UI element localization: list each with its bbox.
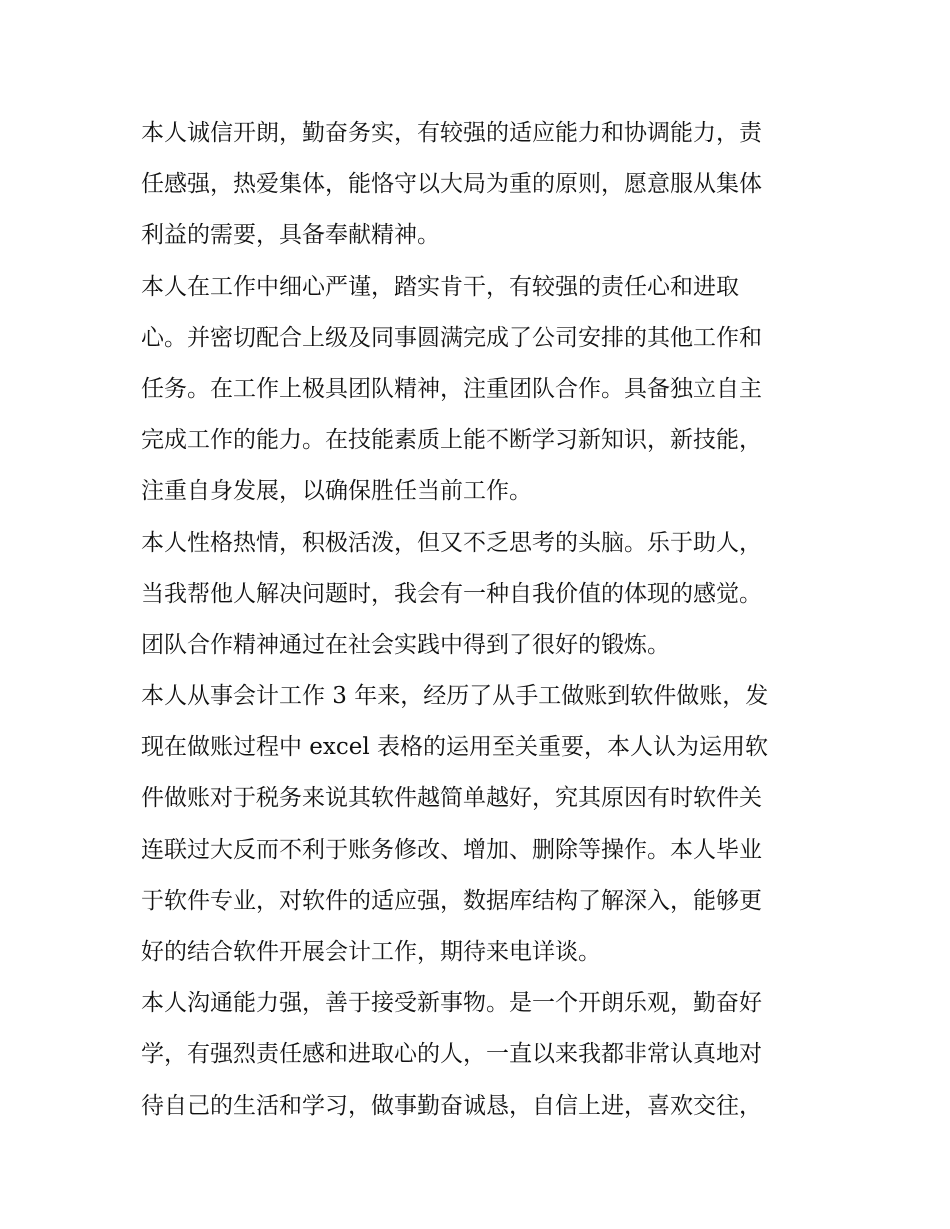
document-body [141, 108, 813, 1132]
text-line: 本人从事会计工作 3 年来，经历了从手工做账到软件做账，发 [141, 683, 769, 710]
text-line: 于软件专业，对软件的适应强，数据库结构了解深入，能够更 [141, 887, 762, 914]
text-line: 好的结合软件开展会计工作，期待来电详谈。 [141, 939, 601, 965]
text-line: 利益的需要，具备奉献精神。 [141, 222, 440, 249]
text-line: 本人沟通能力强，善于接受新事物。是一个开朗乐观，勤奋好 [141, 990, 762, 1017]
text-line: 任务。在工作上极具团队精神，注重团队合作。具备独立自主 [141, 375, 762, 402]
text-line: 本人诚信开朗，勤奋务实，有较强的适应能力和协调能力，责 [141, 120, 762, 146]
text-line: 注重自身发展，以确保胜任当前工作。 [141, 478, 532, 505]
text-line: 完成工作的能力。在技能素质上能不断学习新知识，新技能， [141, 427, 762, 454]
text-line: 件做账对于税务来说其软件越简单越好，究其原因有时软件关 [141, 785, 762, 812]
text-line: 本人性格热情，积极活泼，但又不乏思考的头脑。乐于助人， [141, 529, 762, 556]
text-line: 连联过大反而不利于账务修改、增加、删除等操作。本人毕业 [141, 836, 762, 863]
text-line: 团队合作精神通过在社会实践中得到了很好的锻炼。 [141, 631, 670, 658]
text-line: 学，有强烈责任感和进取心的人，一直以来我都非常认真地对 [141, 1041, 762, 1068]
text-line: 任感强，热爱集体，能恪守以大局为重的原则，愿意服从集体 [141, 171, 762, 198]
text-line: 心。并密切配合上级及同事圆满完成了公司安排的其他工作和 [141, 324, 762, 351]
text-line: 待自己的生活和学习，做事勤奋诚恳，自信上进，喜欢交往， [141, 1092, 762, 1119]
text-line: 当我帮他人解决问题时，我会有一种自我价值的体现的感觉。 [141, 580, 762, 607]
text-line: 现在做账过程中 excel 表格的运用至关重要，本人认为运用软 [141, 734, 769, 761]
text-line: 本人在工作中细心严谨，踏实肯干，有较强的责任心和进取 [141, 273, 739, 300]
